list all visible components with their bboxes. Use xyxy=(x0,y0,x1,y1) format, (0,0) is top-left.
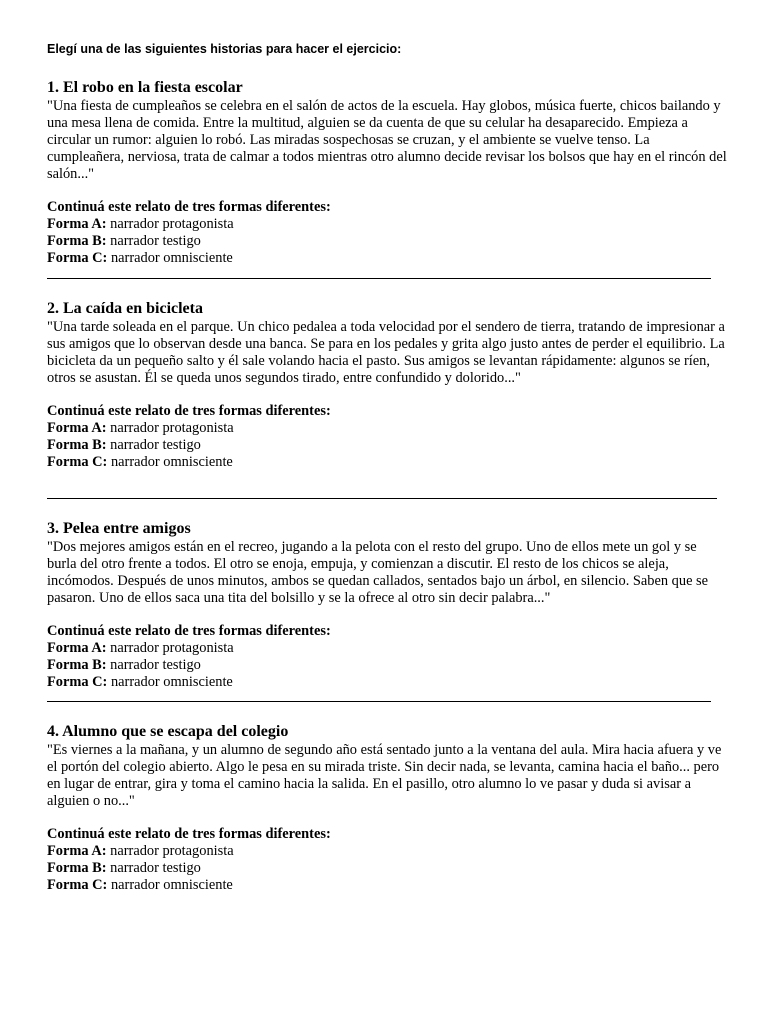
forma-c: Forma C: narrador omnisciente xyxy=(47,250,233,266)
forma-a: Forma A: narrador protagonista xyxy=(47,216,234,232)
forma-b: Forma B: narrador testigo xyxy=(47,437,201,453)
task-block xyxy=(47,199,727,267)
divider-1 xyxy=(47,278,711,279)
story-text: "Una tarde soleada en el parque. Un chico pedalea a toda velocidad por el sendero de tierra, tratando de impresionar a sus amigos que lo observan desde una banca. Se para en los pedales y grita algo justo antes de perder el equilibrio. La bicicleta da un pequeño salto y él sale volando hacia el pasto. Sus amigos se levantan rápidamente: algunos se ríen, otros se asustan. Él se queda unos segundos tirado, entre confundido y dolorido..." xyxy=(47,319,725,386)
task-block xyxy=(47,623,727,691)
forma-c: Forma C: narrador omnisciente xyxy=(47,454,233,470)
forma-b: Forma B: narrador testigo xyxy=(47,657,201,673)
forma-c: Forma C: narrador omnisciente xyxy=(47,674,233,690)
continue-label: Continuá este relato de tres formas diferentes: xyxy=(47,623,331,639)
story-text: "Es viernes a la mañana, y un alumno de segundo año está sentado junto a la ventana del aula. Mira hacia afuera y ve el portón del colegio abierto. Algo le pesa en su mirada triste. Sin decir nada, se levanta, camina hacia el baño... pero en lugar de entrar, gira y toma el camino hacia la salida. En el pasillo, otro alumno lo ve pasar y duda si avisar a alguien o no..." xyxy=(47,742,722,809)
story-title: 1. El robo en la fiesta escolar xyxy=(47,79,243,96)
forma-b: Forma B: narrador testigo xyxy=(47,860,201,876)
divider-3 xyxy=(47,701,711,702)
story-4 xyxy=(47,721,727,894)
continue-label: Continuá este relato de tres formas diferentes: xyxy=(47,403,331,419)
forma-a: Forma A: narrador protagonista xyxy=(47,843,234,859)
story-text: "Una fiesta de cumpleaños se celebra en el salón de actos de la escuela. Hay globos, música fuerte, chicos bailando y una mesa llena de comida. Entre la multitud, alguien se da cuenta de que su celular ha desaparecido. Empieza a circular un rumor: alguien lo robó. Las miradas sospechosas se cruzan, y el ambiente se vuelve tenso. La cumpleañera, nerviosa, trata de calmar a todos mientras otro alumno decide revisar los bolsos que hay en el rincón del salón..." xyxy=(47,98,727,182)
forma-c: Forma C: narrador omnisciente xyxy=(47,877,233,893)
story-title: 2. La caída en bicicleta xyxy=(47,300,203,317)
divider-2 xyxy=(47,498,717,499)
story-text: "Dos mejores amigos están en el recreo, jugando a la pelota con el resto del grupo. Uno de ellos mete un gol y se burla del otro frente a todos. El otro se enoja, empuja, y comienzan a discutir. El resto de los chicos se aleja, incómodos. Después de unos minutos, ambos se quedan callados, sentados bajo un árbol, en silencio. Saben que se pasaron. Uno de ellos saca una tita del bolsillo y se la ofrece al otro sin decir palabra..." xyxy=(47,539,709,606)
forma-a: Forma A: narrador protagonista xyxy=(47,420,234,436)
story-2 xyxy=(47,298,727,471)
story-title: 3. Pelea entre amigos xyxy=(47,520,191,537)
instruction-heading: Elegí una de las siguientes historias para hacer el ejercicio: xyxy=(47,42,402,56)
task-block xyxy=(47,826,727,894)
task-block xyxy=(47,403,727,471)
forma-b: Forma B: narrador testigo xyxy=(47,233,201,249)
story-3 xyxy=(47,518,727,691)
story-1 xyxy=(47,77,727,267)
continue-label: Continuá este relato de tres formas diferentes: xyxy=(47,199,331,215)
forma-a: Forma A: narrador protagonista xyxy=(47,640,234,656)
continue-label: Continuá este relato de tres formas diferentes: xyxy=(47,826,331,842)
story-title: 4. Alumno que se escapa del colegio xyxy=(47,723,289,740)
